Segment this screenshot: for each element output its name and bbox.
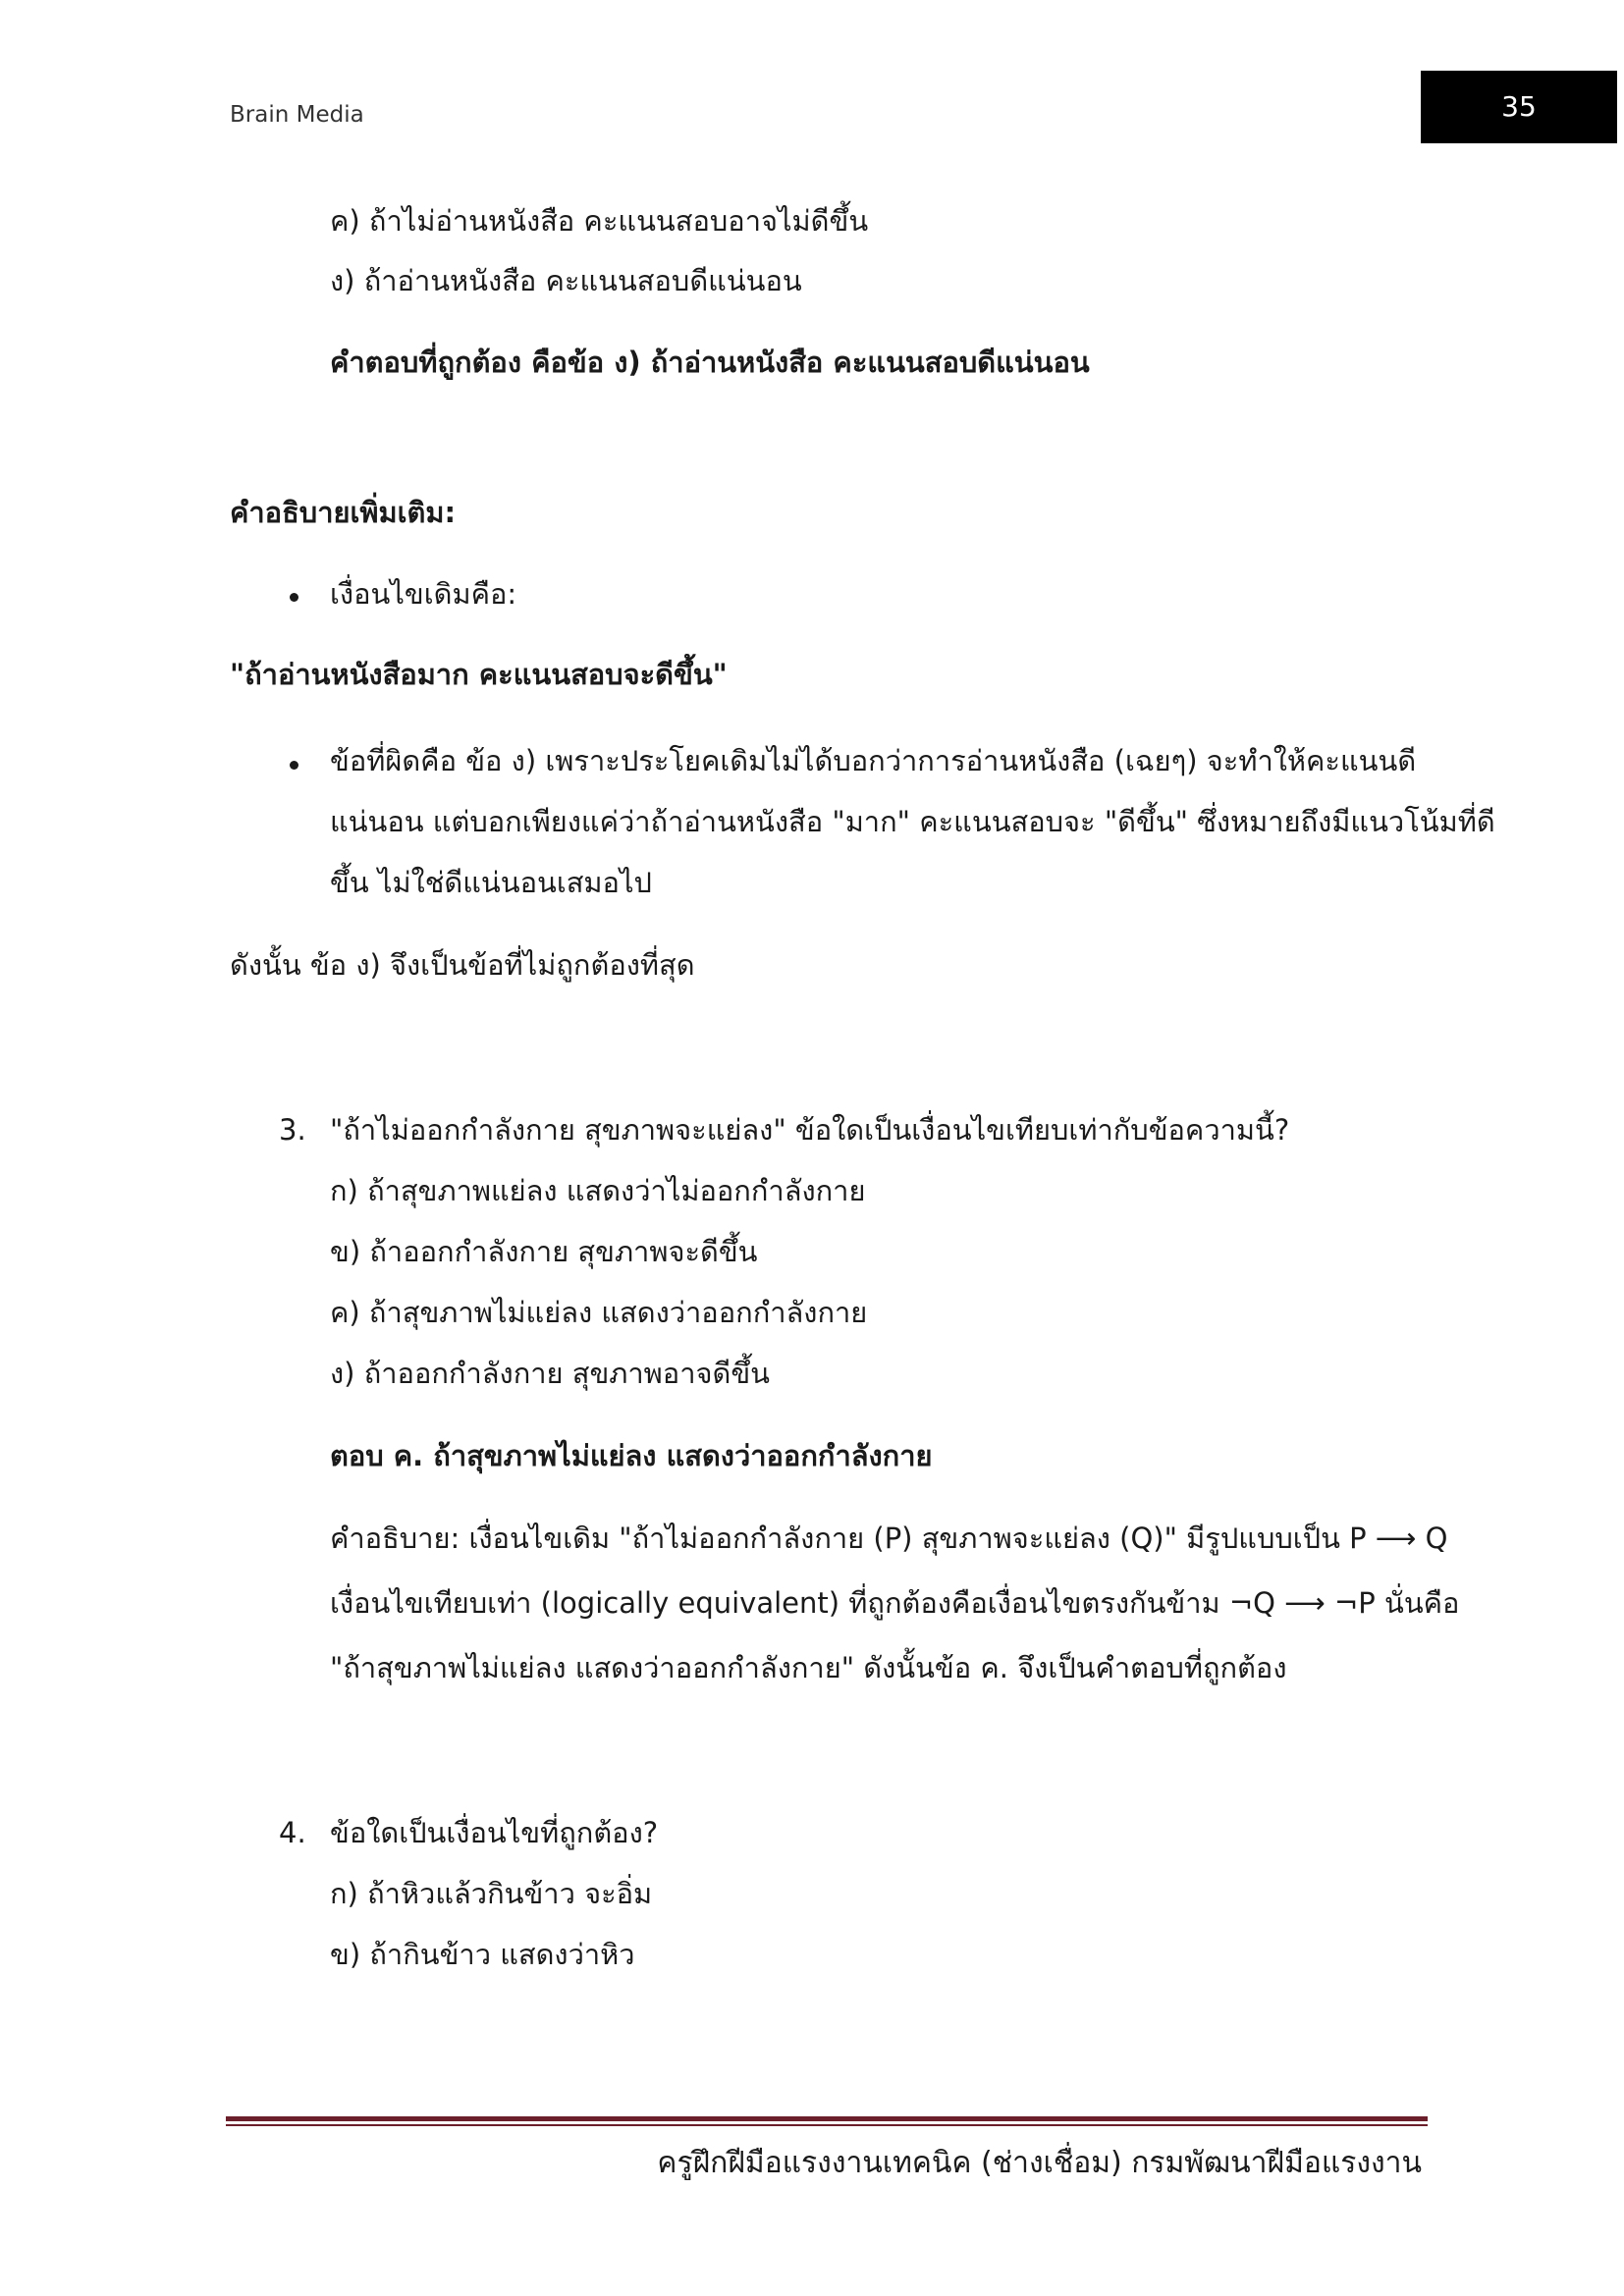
prev-option-d: ง) ถ้าอ่านหนังสือ คะแนนสอบดีแน่นอน [330,264,802,297]
question3-text: "ถ้าไม่ออกกำลังกาย สุขภาพจะแย่ลง" ข้อใดเป็นเงื่อนไขเทียบเท่ากับข้อความนี้? [330,1113,1290,1147]
explanation-bullet2-line3: ขึ้น ไม่ใช่ดีแน่นอนเสมอไป [330,866,652,899]
explanation-conclusion: ดังนั้น ข้อ ง) จึงเป็นข้อที่ไม่ถูกต้องที่สุด [230,948,695,982]
explanation-bullet2-line1: ข้อที่ผิดคือ ข้อ ง) เพราะประโยคเดิมไม่ได้บอกว่าการอ่านหนังสือ (เฉยๆ) จะทำให้คะแนนดี [330,744,1417,777]
prev-option-c: ค) ถ้าไม่อ่านหนังสือ คะแนนสอบอาจไม่ดีขึ้น [330,204,869,238]
bullet-dot [290,593,298,602]
question4-option-b: ข) ถ้ากินข้าว แสดงว่าหิว [330,1938,635,1971]
question3-option-b: ข) ถ้าออกกำลังกาย สุขภาพจะดีขึ้น [330,1235,758,1268]
question3-explain-line3: "ถ้าสุขภาพไม่แย่ลง แสดงว่าออกกำลังกาย" ดังนั้นข้อ ค. จึงเป็นคำตอบที่ถูกต้อง [330,1651,1287,1684]
explanation-heading: คำอธิบายเพิ่มเติม: [230,496,457,529]
question3-explain-line1: คำอธิบาย: เงื่อนไขเดิม "ถ้าไม่ออกกำลังกาย (P) สุขภาพจะแย่ลง (Q)" มีรูปแบบเป็น P ⟶ Q [330,1522,1448,1555]
explanation-quote: "ถ้าอ่านหนังสือมาก คะแนนสอบจะดีขึ้น" [230,658,728,691]
explanation-bullet2-line2: แน่นอน แต่บอกเพียงแค่ว่าถ้าอ่านหนังสือ "มาก" คะแนนสอบจะ "ดีขึ้น" ซึ่งหมายถึงมีแนวโน้มที่ดี [330,805,1495,838]
explanation-bullet1: เงื่อนไขเดิมคือ: [330,577,517,611]
question4-option-a: ก) ถ้าหิวแล้วกินข้าว จะอิ่ม [330,1877,653,1910]
page-number-badge: 35 [1421,71,1617,143]
question3-answer: ตอบ ค. ถ้าสุขภาพไม่แย่ลง แสดงว่าออกกำลังกาย [330,1439,933,1472]
bullet-dot [290,761,298,770]
footer-rule-thick [226,2116,1428,2121]
header-brand: Brain Media [230,102,364,128]
question3-number: 3. [279,1113,306,1147]
question4-text: ข้อใดเป็นเงื่อนไขที่ถูกต้อง? [330,1816,659,1849]
question3-option-a: ก) ถ้าสุขภาพแย่ลง แสดงว่าไม่ออกกำลังกาย [330,1174,866,1207]
prev-answer: คำตอบที่ถูกต้อง คือข้อ ง) ถ้าอ่านหนังสือ คะแนนสอบดีแน่นอน [330,346,1090,379]
question3-explain-line2: เงื่อนไขเทียบเท่า (logically equivalent) ที่ถูกต้องคือเงื่อนไขตรงกันข้าม ¬Q ⟶ ¬P นั่นคือ [330,1586,1460,1620]
footer-text: ครูฝึกฝีมือแรงงานเทคนิค (ช่างเชื่อม) กรมพัฒนาฝีมือแรงงาน [657,2146,1422,2180]
question4-number: 4. [279,1816,306,1849]
question3-option-d: ง) ถ้าออกกำลังกาย สุขภาพอาจดีขึ้น [330,1357,770,1390]
question3-option-c: ค) ถ้าสุขภาพไม่แย่ลง แสดงว่าออกกำลังกาย [330,1296,868,1329]
footer-rule-thin [226,2124,1428,2126]
